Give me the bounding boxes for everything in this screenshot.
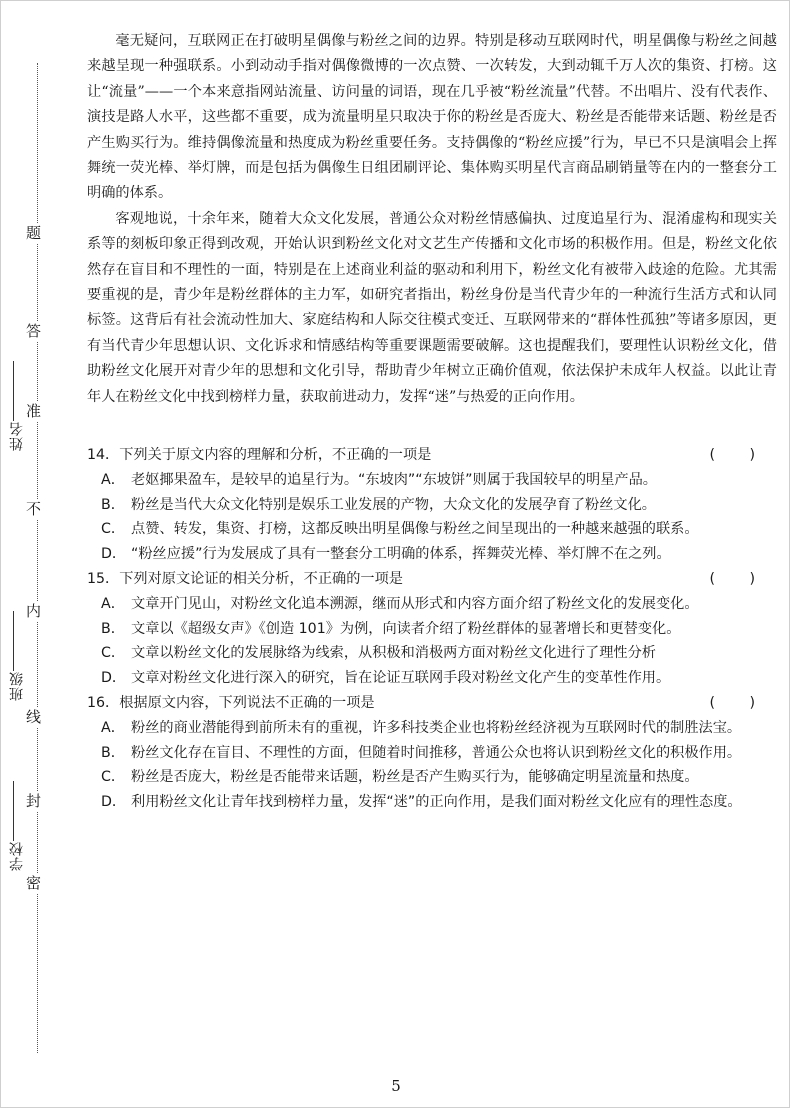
answer-blank[interactable]: ( ) <box>709 570 757 587</box>
binding-margin <box>1 1 71 1109</box>
option-c: C． 文章以粉丝文化的发展脉络为线索，从积极和消极两方面对粉丝文化进行了理性分析 <box>101 645 656 662</box>
option-b: B． 粉丝是当代大众文化特别是娱乐工业发展的产物，大众文化的发展孕育了粉丝文化。 <box>101 496 656 513</box>
answer-blank[interactable]: ( ) <box>709 694 757 711</box>
question-stem: 15．下列对原文论证的相关分析，不正确的一项是 <box>87 570 403 587</box>
question-list <box>87 443 763 815</box>
seal-char: 密 <box>26 874 42 892</box>
option-c: C． 点赞、转发，集资、打榜，这都反映出明星偶像与粉丝之间呈现出的一种越来越强的联系。 <box>101 521 699 538</box>
seal-dotted-line <box>37 63 38 1053</box>
option-a: A． 老妪揶果盈车，是较早的追星行为。“东坡肉”“东坡饼”则属于我国较早的明星产品。 <box>101 471 657 488</box>
page-number: 5 <box>391 1077 401 1095</box>
seal-char: 内 <box>26 602 42 620</box>
seal-char: 不 <box>26 500 42 518</box>
answer-blank[interactable]: ( ) <box>709 447 757 463</box>
school-field[interactable]: 学校 <box>7 781 27 871</box>
seal-char: 准 <box>26 402 42 420</box>
option-d: D． “粉丝应援”行为发展成了具有一整套分工明确的体系，挥舞荧光棒、举灯牌不在之列。 <box>101 546 671 563</box>
seal-char: 线 <box>26 708 42 726</box>
option-a: A． 粉丝的商业潜能得到前所未有的重视，许多科技类企业也将粉丝经济视为互联网时代的制胜法宝。 <box>101 719 742 736</box>
class-field[interactable]: 班级 <box>7 611 27 701</box>
seal-char: 答 <box>26 322 42 340</box>
option-b: B． 文章以《超级女声》《创造 101》为例，向读者介绍了粉丝群体的显著增长和更替变化。 <box>101 620 681 637</box>
question-stem: 16．根据原文内容，下列说法不正确的一项是 <box>87 694 375 711</box>
passage-paragraph: 客观地说，十余年来，随着大众文化发展，普通公众对粉丝情感偏执、过度追星行为、混淆虚构和现实关系等的刻板印象正得到改观，开始认识到粉丝文化对文艺生产传播和文化市场的积极作用。但是，粉丝文化依然存在盲目和不理性的一面，特别是在上述商业利益的驱动和利用下，粉丝文化有被带入歧途的危险。尤其需要重视的是，青少年是粉丝群体的主力军，如研究者指出，粉丝身份是当代青少年的一种流行生活方式和认同标签。这背后有社会流动性加大、家庭结构和人际交往模式变迁、互联网带来的“群体性孤独”等诸多原因，更有当代青少年思想认识、文化诉求和情感结构等重要课题需要破解。这也提醒我们，要理性认识粉丝文化，借助粉丝文化展开对青少年的思想和文化引导，帮助青少年树立正确价值观，依法保护未成年人权益。以此让青年人在粉丝文化中找到榜样力量，获取前进动力，发挥“迷”与热爱的正向作用。 <box>87 210 777 405</box>
seal-char: 题 <box>26 224 42 242</box>
option-a: A． 文章开门见山，对粉丝文化追本溯源，继而从形式和内容方面介绍了粉丝文化的发展变化。 <box>101 595 699 612</box>
question-14 <box>87 443 763 567</box>
question-15 <box>87 567 763 691</box>
option-d: D． 利用粉丝文化让青年找到榜样力量，发挥“迷”的正向作用，是我们面对粉丝文化应有的理性态度。 <box>101 794 742 811</box>
option-b: B． 粉丝文化存在盲目、不理性的方面，但随着时间推移，普通公众也将认识到粉丝文化的积极作用。 <box>101 744 742 761</box>
option-c: C． 粉丝是否庞大，粉丝是否能带来话题，粉丝是否产生购买行为，能够确定明星流量和热度。 <box>101 769 699 786</box>
question-stem: 14．下列关于原文内容的理解和分析，不正确的一项是 <box>87 447 432 463</box>
passage-paragraph: 毫无疑问，互联网正在打破明星偶像与粉丝之间的边界。特别是移动互联网时代，明星偶像与粉丝之间越来越呈现一种强联系。小到动动手指对偶像微博的一次点赞、一次转发，大到动辄千万人次的集资、打榜。这让“流量”——一个本来意指网站流量、访问量的词语，现在几乎被“粉丝流量”代替。不出唱片、没有代表作、演技是路人水平，这些都不重要，成为流量明星只取决于你的粉丝是否庞大、粉丝是否能带来话题、粉丝是否产生购买行为。维持偶像流量和热度成为粉丝重要任务。支持偶像的“粉丝应援”行为，早已不只是演唱会上挥舞统一荧光棒、举灯牌，而是包括为偶像生日组团刷评论、集体购买明星代言商品刷销量等在内的一整套分工明确的体系。 <box>87 33 777 202</box>
name-field[interactable]: 姓名 <box>7 361 27 451</box>
option-d: D． 文章对粉丝文化进行深入的研究，旨在论证互联网手段对粉丝文化产生的变革性作用。 <box>101 670 671 687</box>
reading-passage <box>87 29 777 410</box>
question-16 <box>87 691 763 815</box>
seal-char: 封 <box>26 792 42 810</box>
